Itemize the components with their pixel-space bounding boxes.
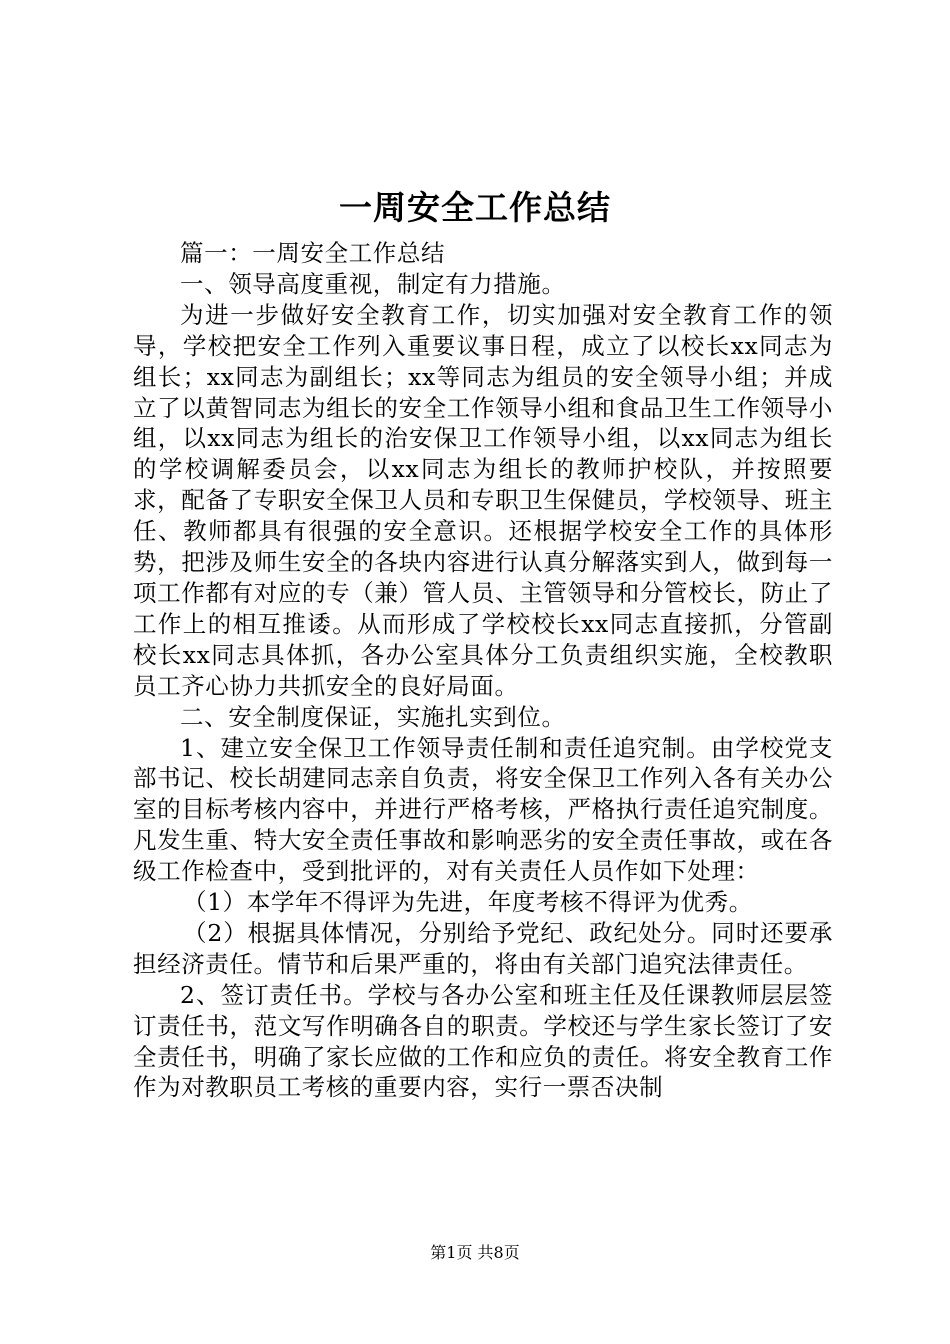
- list-item: （1）本学年不得评为先进，年度考核不得评为优秀。: [183, 888, 753, 917]
- document-body: [133, 238, 833, 1103]
- page-footer: 第1页 共8页: [430, 1243, 520, 1262]
- subheading: 二、安全制度保证，实施扎实到位。: [180, 702, 566, 731]
- paragraph: 2、签订责任书。学校与各办公室和班主任及任课教师层层签订责任书，范文写作明确各自的职责。学校还与学生家长签订了安全责任书，明确了家长应做的工作和应负的责任。将安全教育工作作为对教职员工考核的重要内容，实行一票否决制: [133, 980, 833, 1102]
- paragraph: 1、建立安全保卫工作领导责任制和责任追究制。由学校党支部书记、校长胡建同志亲自负责，将安全保卫工作列入各有关办公室的目标考核内容中，并进行严格考核，严格执行责任追究制度。凡发生重、特大安全责任事故和影响恶劣的安全责任事故，或在各级工作检查中，受到批评的，对有关责任人员作如下处理：: [133, 733, 833, 886]
- section-heading: 篇一：一周安全工作总结: [180, 239, 446, 267]
- paragraph: 为进一步做好安全教育工作，切实加强对安全教育工作的领导，学校把安全工作列入重要议事日程，成立了以校长xx同志为组长；xx同志为副组长；xx等同志为组员的安全领导小组；并成立了以黄智同志为组长的安全工作领导小组和食品卫生工作领导小组，以xx同志为组长的治安保卫工作领导小组，以xx同志为组长的学校调解委员会，以xx同志为组长的教师护校队，并按照要求，配备了专职安全保卫人员和专职卫生保健员，学校领导、班主任、教师都具有很强的安全意识。还根据学校安全工作的具体形势，把涉及师生安全的各块内容进行认真分解落实到人，做到每一项工作都有对应的专（兼）管人员、主管领导和分管校长，防止了工作上的相互推诿。从而形成了学校校长xx同志直接抓，分管副校长xx同志具体抓，各办公室具体分工负责组织实施，全校教职员工齐心协力共抓安全的良好局面。: [133, 300, 833, 700]
- list-item: （2）根据具体情况，分别给予党纪、政纪处分。同时还要承担经济责任。情节和后果严重的，将由有关部门追究法律责任。: [133, 918, 833, 978]
- document-title: 一周安全工作总结: [339, 188, 611, 227]
- subheading: 一、领导高度重视，制定有力措施。: [180, 269, 566, 298]
